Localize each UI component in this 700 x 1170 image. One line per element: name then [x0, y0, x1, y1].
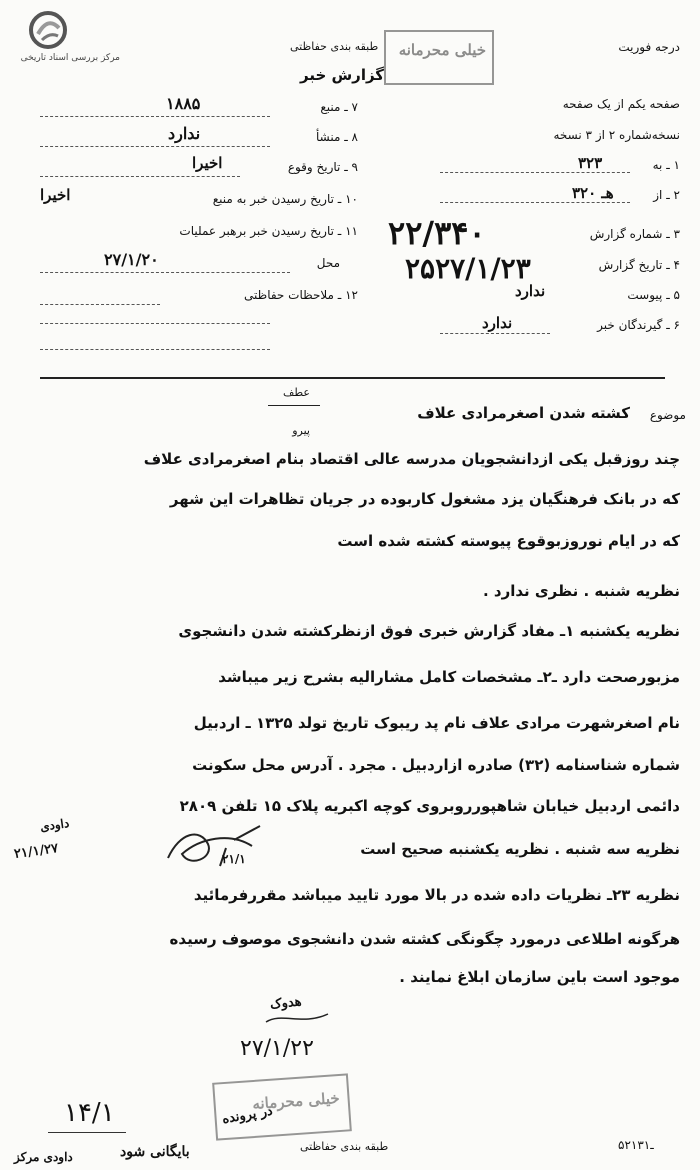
field-1-label: ۱ ـ به	[652, 158, 680, 172]
field-3-label: ۳ ـ شماره گزارش	[589, 227, 680, 241]
field-10-value: اخیرا	[40, 186, 71, 204]
field-11-place: محل	[316, 256, 340, 270]
subject-label: موضوع	[649, 408, 686, 422]
archive-name: داودی مرکز	[14, 1150, 73, 1164]
body-line-4: نظریه شنبه . نظری ندارد .	[483, 582, 680, 600]
field-9-label: ۹ ـ تاریخ وقوع	[287, 160, 358, 174]
field-3-value: ۲۲/۳۴۰	[388, 214, 486, 252]
footer-classification-label: طبقه بندی حفاظتی	[300, 1140, 389, 1153]
signature-scribble-icon	[160, 818, 270, 880]
field-11-value: ۲۷/۱/۲۰	[104, 250, 159, 269]
body-line-1: چند روزقبل یکی ازدانشجویان مدرسه عالی اقتصاد بنام اصغرمرادی علاف	[143, 450, 680, 468]
copy-number: نسخه‌شماره ۲ از ۳ نسخه	[553, 128, 680, 142]
folder-note: در پرونده	[221, 1103, 274, 1128]
body-line-13: موجود است باین سازمان ابلاغ نمایند .	[399, 968, 680, 986]
field-8-value: ندارد	[168, 124, 201, 143]
field-7-value: ۱۸۸۵	[166, 94, 201, 113]
field-2-dash	[440, 202, 630, 203]
field-7-dash	[40, 116, 270, 117]
archive-logo-icon	[28, 10, 68, 52]
field-11-label: ۱۱ ـ تاریخ رسیدن خبر برهبر عملیات	[179, 224, 358, 238]
priority-label: درجه فوریت	[618, 40, 680, 54]
field-1-value: ۳۲۳	[578, 154, 603, 172]
stamp-text: خیلی محرمانه	[398, 41, 486, 59]
bottom-stamp-text: خیلی محرمانه	[251, 1088, 341, 1114]
margin-date: ۲۱/۱/۲۷	[13, 840, 60, 863]
field-6-dash	[440, 333, 550, 334]
bottom-date: ۲۷/۱/۲۲	[240, 1036, 314, 1061]
field-12-label: ۱۲ ـ ملاحظات حفاظتی	[244, 288, 358, 302]
initials-date: ۲۱/۱	[222, 852, 246, 866]
field-1-dash	[440, 172, 630, 173]
body-line-3: که در ایام نوروزبوقوع پیوسته کشته شده است	[337, 532, 680, 550]
field-2-value: ۳۲۰ هـ	[572, 184, 614, 202]
atf-label: عطف	[283, 386, 310, 399]
field-12-dash-2	[40, 323, 270, 324]
field-2-label: ۲ ـ از	[653, 188, 680, 202]
classification-label: طبقه بندی حفاظتی	[290, 40, 379, 53]
archive-note: بایگانی شود	[120, 1144, 190, 1160]
pirou-label: پیرو	[292, 424, 310, 437]
field-6-label: ۶ ـ گیرندگان خبر	[597, 318, 680, 332]
body-line-9: دائمی اردبیل خیابان شاهپورروبروی کوچه اکبریه پلاک ۱۵ تلفن ۲۸۰۹	[179, 797, 680, 815]
margin-name: داودی	[39, 816, 71, 834]
field-5-value: ندارد	[515, 282, 546, 300]
body-line-11: نظریه ۲۳ـ نظریات داده شده در بالا مورد تایید میباشد مقررفرمائید	[193, 886, 680, 904]
field-6-value: ندارد	[482, 314, 513, 332]
body-line-2: که در بانک فرهنگیان یزد مشغول کاربوده در جریان تظاهرات این شهر	[169, 490, 680, 508]
field-11-dash	[40, 272, 290, 273]
atf-line	[268, 405, 320, 406]
header-divider	[40, 377, 665, 379]
classification-stamp	[384, 30, 494, 85]
field-9-value: اخیرا	[192, 154, 223, 172]
field-4-label: ۴ ـ تاریخ گزارش	[598, 258, 680, 272]
ref-number: ۱۴/۱	[64, 1098, 115, 1128]
body-line-5: نظریه یکشنبه ۱ـ مفاد گزارش خبری فوق ازنظرکشته شدن دانشجوی	[178, 622, 680, 640]
logo-caption: مرکز بررسی اسناد تاریخی	[20, 53, 120, 63]
field-8-label: ۸ ـ منشأ	[315, 130, 358, 144]
body-line-10: نظریه سه شنبه . نظریه یکشنبه صحیح است	[360, 840, 680, 858]
report-title: گزارش خبر	[300, 66, 385, 84]
ref-underline	[48, 1132, 126, 1133]
body-line-7: نام اصغرشهرت مرادی علاف نام پد ریبوک تاریخ تولد ۱۳۲۵ ـ اردبیل	[193, 714, 680, 732]
field-7-label: ۷ ـ منبع	[320, 100, 358, 114]
field-12-dash-3	[40, 349, 270, 350]
field-9-dash	[40, 176, 240, 177]
body-line-8: شماره شناسنامه (۳۲) صادره ازاردبیل . مجرد . آدرس محل سکونت	[192, 756, 680, 774]
field-8-dash	[40, 146, 270, 147]
subject-value: کشته شدن اصغرمرادی علاف	[417, 404, 630, 422]
signature-underline-icon	[262, 1006, 332, 1028]
page-count: صفحه یکم از یک صفحه	[562, 97, 680, 111]
bottom-stamp	[212, 1073, 352, 1140]
body-line-12: هرگونه اطلاعی درمورد چگونگی کشته شدن دانشجوی موصوف رسیده	[169, 930, 680, 948]
form-number: ۵۲ـ۱۳۱	[618, 1138, 654, 1152]
field-5-label: ۵ ـ پیوست	[627, 288, 680, 302]
field-4-value: ۲۵۲۷/۱/۲۳	[405, 252, 531, 285]
field-10-label: ۱۰ ـ تاریخ رسیدن خبر به منبع	[212, 192, 358, 206]
field-12-dash-1	[40, 304, 160, 305]
body-line-6: مزبورصحت دارد ـ۲ـ مشخصات کامل مشارالیه بشرح زیر میباشد	[218, 668, 680, 686]
signature-word: هدوک	[269, 994, 303, 1013]
